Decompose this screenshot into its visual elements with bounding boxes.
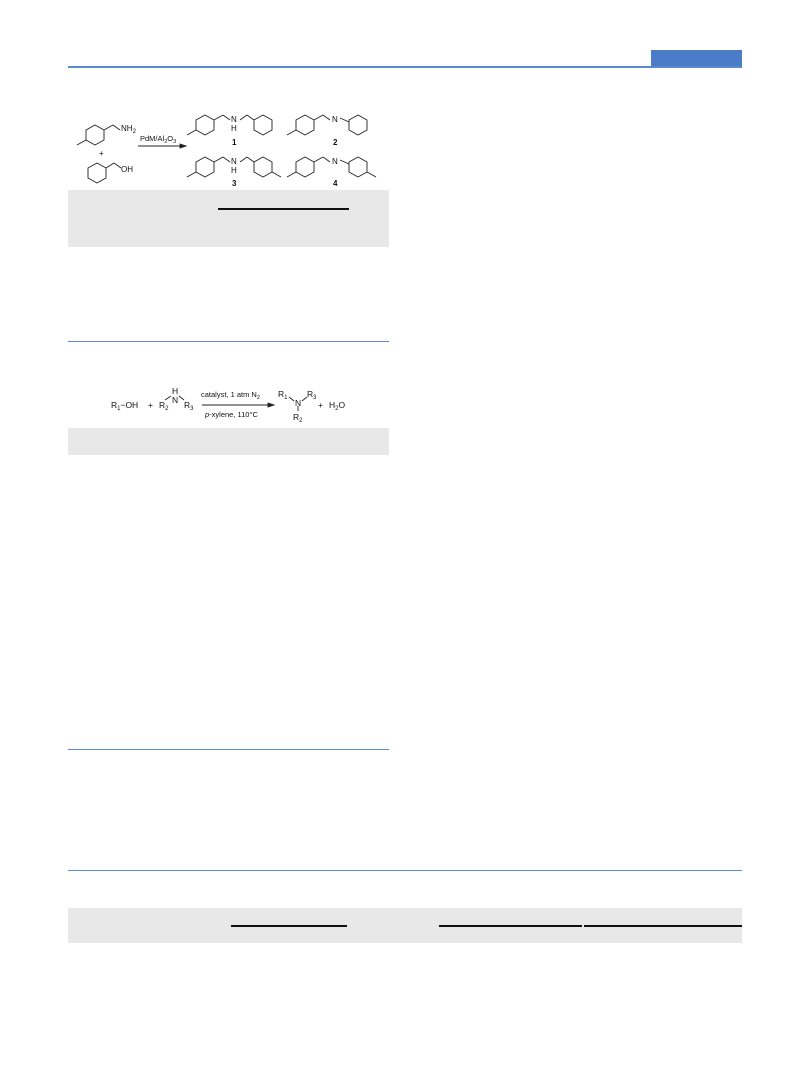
amine-r2: R (159, 400, 166, 410)
section-rule-1 (68, 341, 389, 342)
plus-2: + (318, 400, 323, 410)
alcohol-oh: OH (121, 165, 133, 174)
table-3-rule-b (439, 925, 582, 927)
conditions-italic: p (205, 410, 210, 419)
alcohol-oh: −OH (120, 400, 139, 410)
svg-text:R1−OH: $R_1-OH$ (111, 400, 139, 412)
table-3-rule-a (231, 925, 347, 927)
product-3-h: H (231, 166, 237, 175)
svg-text:NH2 (121, 124, 137, 135)
catalyst-label: PdM/Al (140, 134, 165, 143)
header-rule (68, 66, 742, 68)
water-h: H (329, 400, 336, 410)
table-2-header-band (68, 428, 389, 455)
table-1-column-rule (218, 208, 349, 210)
svg-text:R2: $R_2$ (159, 400, 169, 412)
amine-h: H (172, 386, 179, 396)
plus-1: + (148, 400, 153, 410)
section-rule-2 (68, 749, 389, 750)
svg-text:catalyst, 1 atm N2: catalyst, 1 atm $N_2$ (201, 390, 260, 401)
amine-nh: NH (121, 124, 133, 133)
product-1-n: N (231, 115, 237, 124)
product-r2: R (293, 412, 300, 422)
product-2-label: 2 (333, 138, 338, 147)
scheme-1-reaction (68, 106, 390, 190)
product-3-label: 3 (232, 179, 237, 188)
table-1-header-band (68, 190, 389, 247)
svg-text:H2O: $H_2O$ (329, 400, 346, 412)
scheme-2-reaction (105, 384, 365, 424)
amine-benzene-ring (86, 125, 104, 145)
product-4-label: 4 (333, 179, 338, 188)
svg-text:R3: $R_3$ (307, 389, 317, 401)
product-2-n: N (332, 115, 338, 124)
product-1-h: H (231, 124, 237, 133)
svg-text:p-xylene, 110°C: p-xylene, 110°C (205, 410, 258, 419)
svg-text:R2: $R_2$ (293, 412, 303, 424)
svg-text:R1: $R_1$ (278, 389, 288, 401)
alcohol-r: R (111, 400, 118, 410)
svg-text:R3: $R_3$ (184, 400, 194, 412)
product-3-n: N (231, 157, 237, 166)
conditions-bottom: -xylene, 110 (209, 410, 250, 419)
product-n: N (295, 398, 302, 408)
product-r3: R (307, 389, 314, 399)
amine-nh-sub: 2 (132, 129, 136, 135)
product-4-n: N (332, 157, 338, 166)
alcohol-benzene-ring (88, 163, 106, 183)
amine-n: N (172, 395, 179, 405)
product-r1: R (278, 389, 285, 399)
conditions-top: catalyst, 1 atm N (201, 390, 257, 399)
svg-text:PdM/Al2O3: PdM/$Al_2O_3$ (140, 134, 177, 145)
table-3-rule-c (584, 925, 742, 927)
full-width-rule (68, 870, 742, 871)
product-1-label: 1 (232, 138, 237, 147)
reactant-plus: + (99, 149, 104, 158)
header-tab (651, 50, 742, 66)
amine-r3: R (184, 400, 191, 410)
